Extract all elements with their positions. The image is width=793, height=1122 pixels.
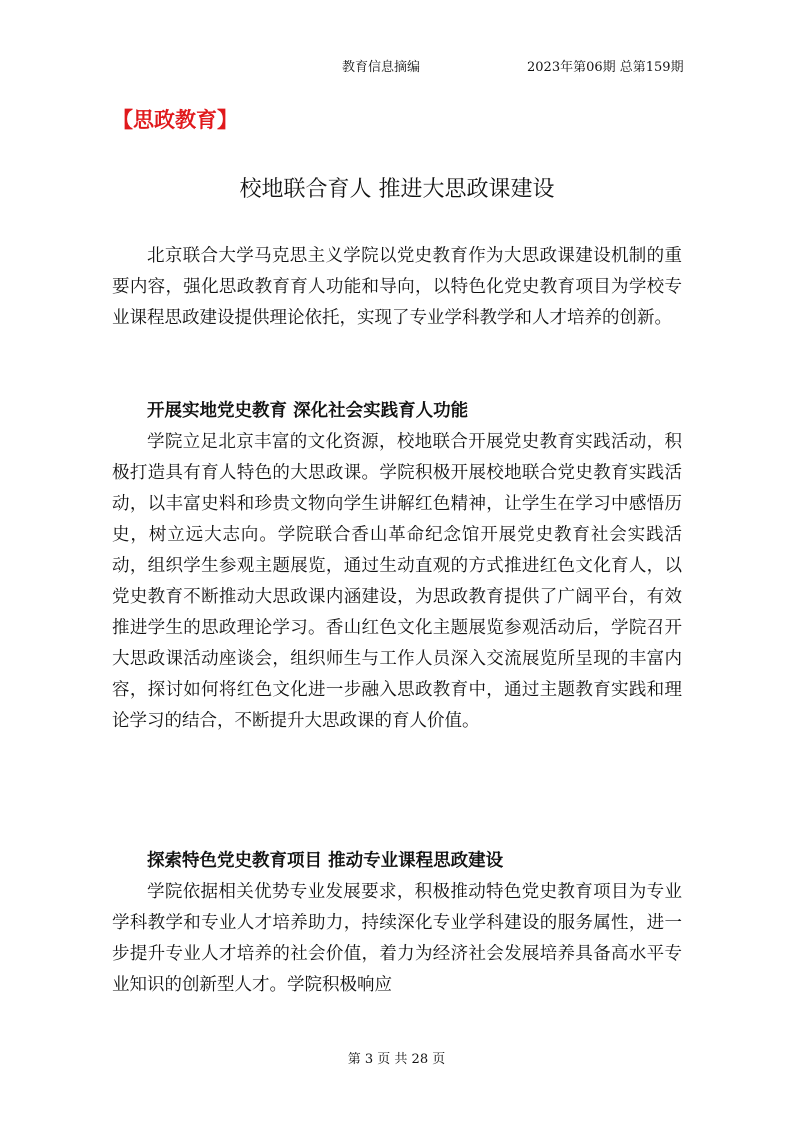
- section-heading-1: 开展实地党史教育 深化社会实践育人功能: [147, 401, 469, 421]
- header-divider: [112, 80, 682, 81]
- publication-name: 教育信息摘编: [342, 60, 421, 75]
- section-paragraph-2: 学院依据相关优势专业发展要求，积极推动特色党史教育项目为专业学科教学和专业人才培养助力，持续深化专业学科建设的服务属性，进一步提升专业人才培养的社会价值，着力为经济社会发展培养具备高水平专业知识的创新型人才。学院积极响应: [112, 882, 682, 995]
- section-heading-2: 探索特色党史教育项目 推动专业课程思政建设: [147, 851, 504, 871]
- page-header: [0, 56, 793, 76]
- article-title: 校地联合育人 推进大思政课建设: [239, 177, 555, 202]
- page-footer: 第 3 页 共 28 页: [347, 1052, 446, 1067]
- section-paragraph-1: 学院立足北京丰富的文化资源，校地联合开展党史教育实践活动，积极打造具有育人特色的大思政课。学院积极开展校地联合党史教育实践活动，以丰富史料和珍贵文物向学生讲解红色精神，让学生在学习中感悟历史，树立远大志向。学院联合香山革命纪念馆开展党史教育社会实践活动，组织学生参观主题展览，通过生动直观的方式推进红色文化育人，以党史教育不断推动大思政课内涵建设，为思政教育提供了广阔平台，有效推进学生的思政理论学习。香山红色文化主题展览参观活动后，学院召开大思政课活动座谈会，组织师生与工作人员深入交流展览所呈现的丰富内容，探讨如何将红色文化进一步融入思政教育中，通过主题教育实践和理论学习的结合，不断提升大思政课的育人价值。: [112, 432, 682, 731]
- article-intro-paragraph: 北京联合大学马克思主义学院以党史教育作为大思政课建设机制的重要内容，强化思政教育育人功能和导向，以特色化党史教育项目为学校专业课程思政建设提供理论依托，实现了专业学科教学和人才培养的创新。: [112, 246, 682, 328]
- issue-number: 2023年第06期 总第159期: [527, 60, 684, 75]
- section-tag: 【思政教育】: [112, 108, 238, 132]
